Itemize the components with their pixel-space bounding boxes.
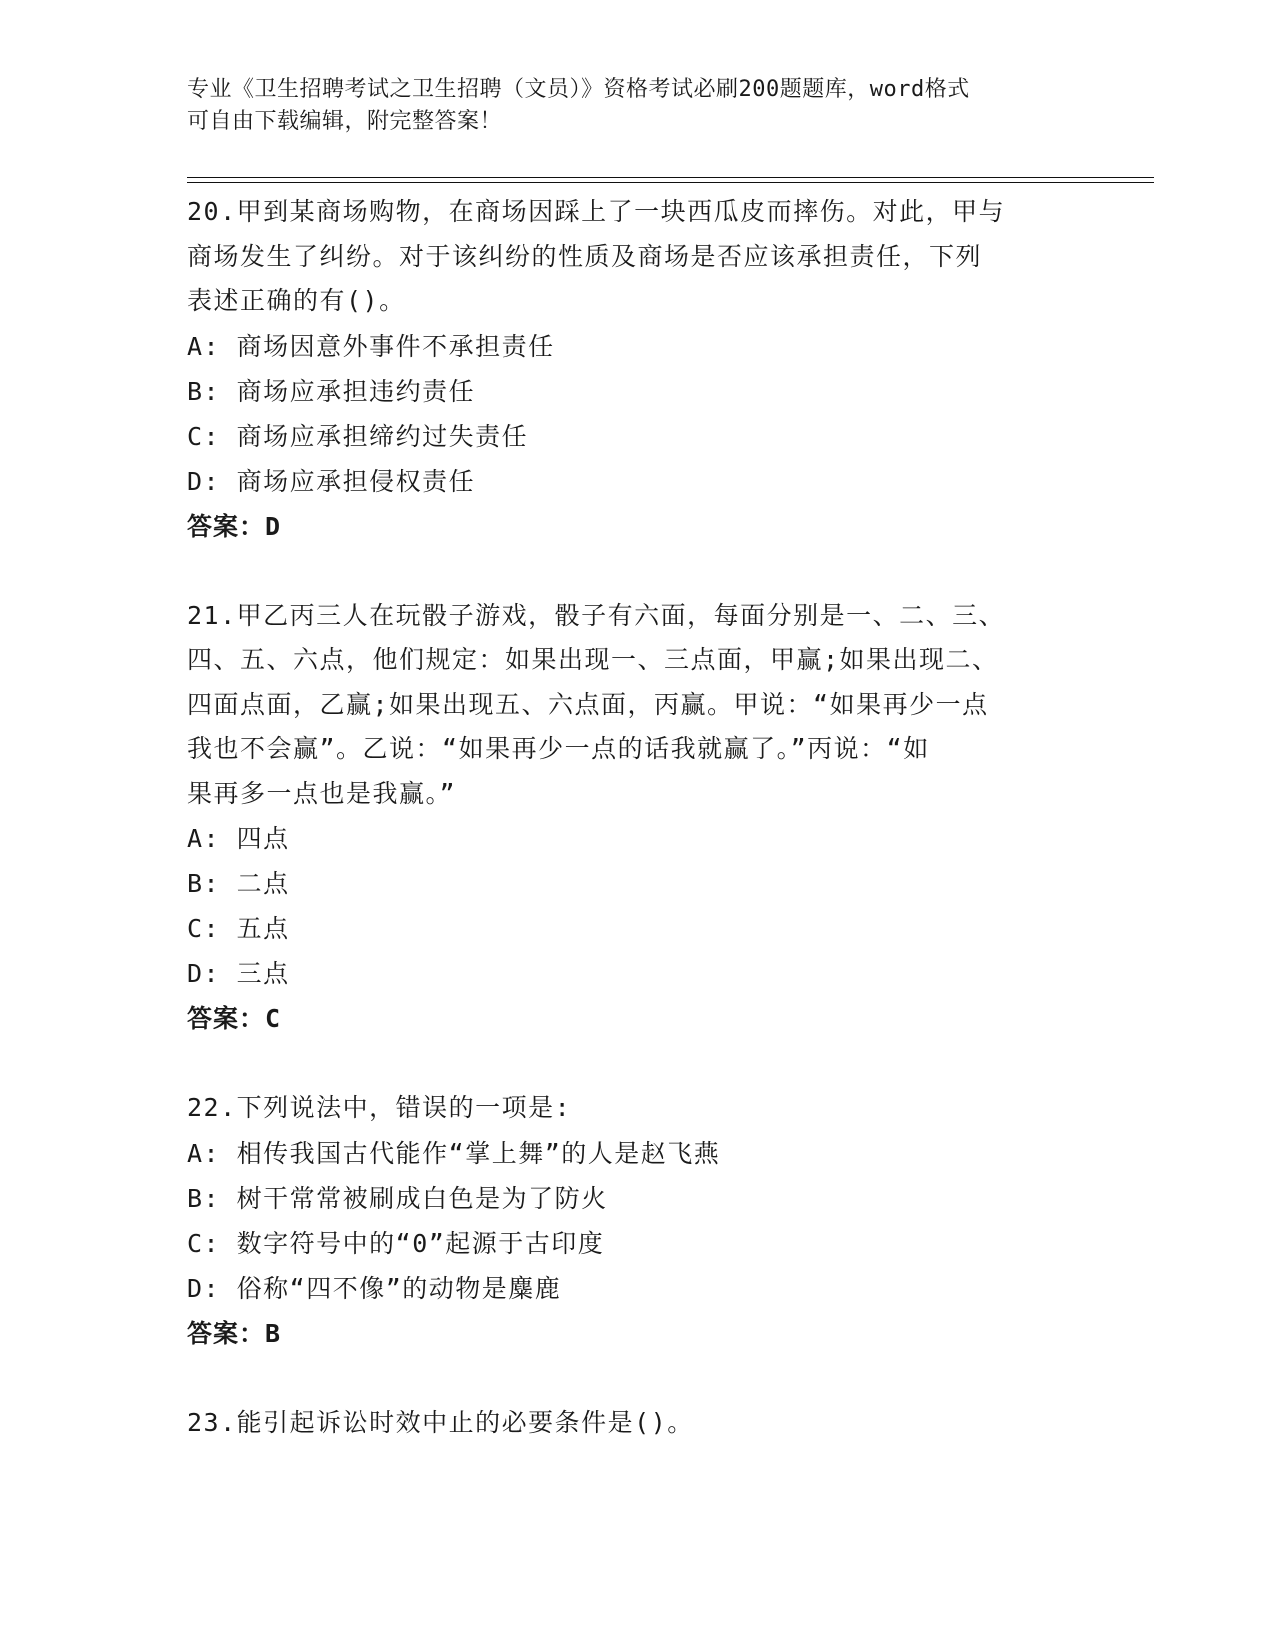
question-20 (187, 190, 1087, 549)
header-divider-bottom (187, 182, 1154, 183)
option-d: D: 三点 (187, 959, 290, 988)
question-stem-line: 20.甲到某商场购物，在商场因踩上了一块西瓜皮而摔伤。对此，甲与 (187, 197, 1006, 226)
question-spacer (187, 1356, 1087, 1401)
question-stem-line: 21.甲乙丙三人在玩骰子游戏，骰子有六面，每面分别是一、二、三、 (187, 600, 1006, 630)
header-line-1: 专业《卫生招聘考试之卫生招聘（文员）》资格考试必刷200题题库，word格式 (187, 77, 970, 102)
question-list (187, 190, 1087, 1445)
header-line-2: 可自由下载编辑，附完整答案！ (187, 109, 503, 134)
question-22 (187, 1086, 1087, 1356)
option-c: C: 数字符号中的“0”起源于古印度 (187, 1228, 605, 1258)
question-stem-line: 23.能引起诉讼时效中止的必要条件是()。 (187, 1407, 694, 1437)
option-a: A: 商场因意外事件不承担责任 (187, 331, 555, 361)
header-divider-top (187, 177, 1154, 178)
answer: 答案：D (187, 511, 282, 541)
answer: 答案：C (187, 1004, 282, 1033)
question-stem-line: 我也不会赢”。乙说：“如果再少一点的话我就赢了。”丙说：“如 (187, 734, 930, 763)
option-d: D: 俗称“四不像”的动物是麋鹿 (187, 1273, 562, 1303)
question-stem-line: 果再多一点也是我赢。” (187, 778, 457, 808)
document-header (187, 74, 1087, 138)
question-stem-line: 商场发生了纠纷。对于该纠纷的性质及商场是否应该承担责任，下列 (187, 241, 983, 271)
option-a: A: 相传我国古代能作“掌上舞”的人是赵飞燕 (187, 1138, 721, 1168)
option-a: A: 四点 (187, 824, 290, 853)
option-b: B: 二点 (187, 869, 290, 898)
option-c: C: 五点 (187, 914, 290, 943)
answer: 答案：B (187, 1318, 282, 1348)
question-stem-line: 表述正确的有()。 (187, 286, 406, 315)
question-stem-line: 22.下列说法中，错误的一项是: (187, 1093, 572, 1122)
option-b: B: 树干常常被刷成白色是为了防火 (187, 1183, 608, 1213)
option-b: B: 商场应承担违约责任 (187, 376, 476, 406)
question-stem-line: 四、五、六点，他们规定：如果出现一、三点面，甲赢;如果出现二、 (187, 645, 999, 674)
option-c: C: 商场应承担缔约过失责任 (187, 421, 529, 451)
question-spacer (187, 549, 1087, 594)
question-23 (187, 1401, 1087, 1446)
question-stem-line: 四面点面，乙赢;如果出现五、六点面，丙赢。甲说：“如果再少一点 (187, 689, 989, 719)
question-spacer (187, 1041, 1087, 1086)
option-d: D: 商场应承担侵权责任 (187, 466, 476, 496)
question-21 (187, 594, 1087, 1042)
